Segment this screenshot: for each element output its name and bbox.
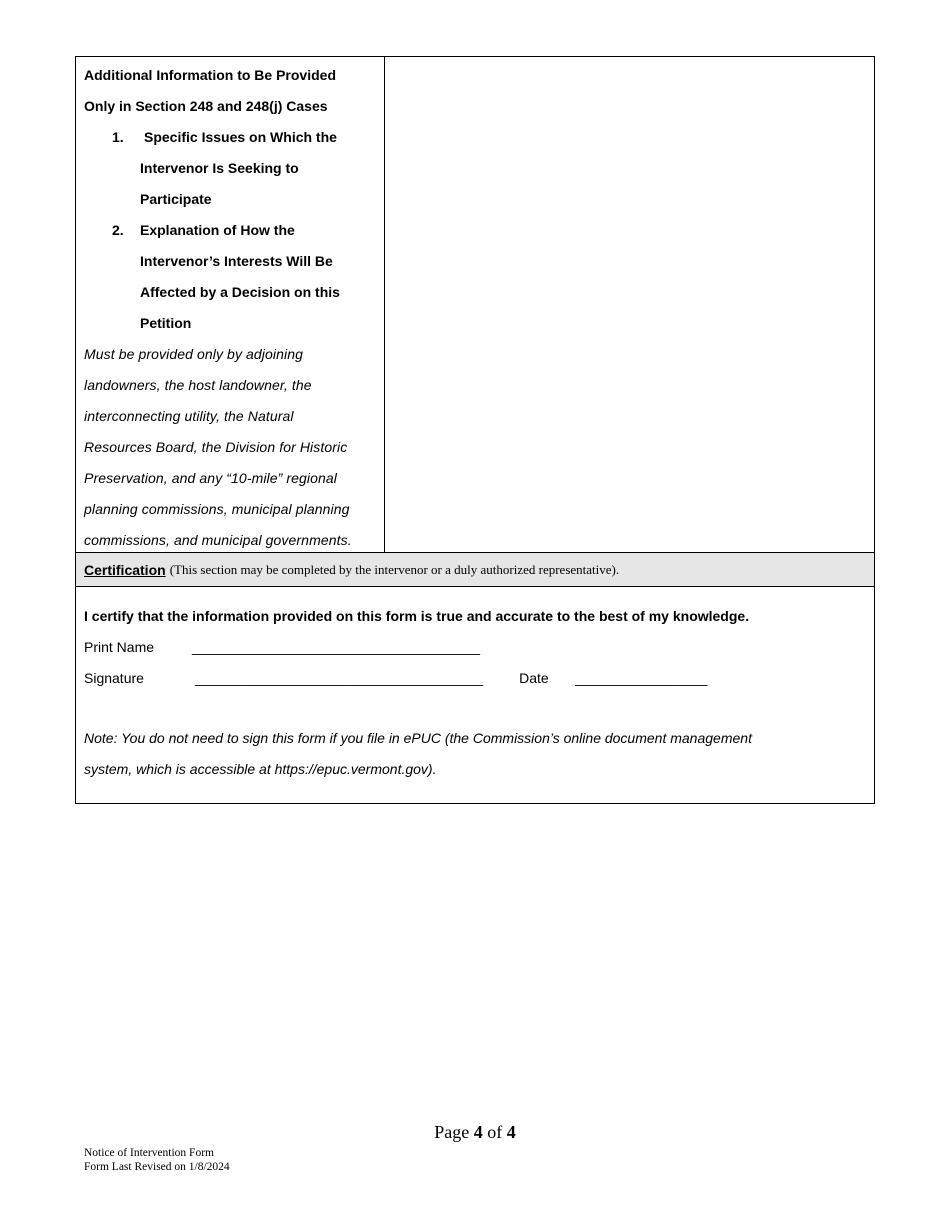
list-item xyxy=(84,215,384,339)
certification-body xyxy=(76,587,874,803)
intervention-form-table xyxy=(75,56,875,804)
form-footer xyxy=(84,1146,230,1174)
date-label: Date xyxy=(519,670,549,686)
list-item-line: Petition xyxy=(140,315,192,331)
page-current: 4 xyxy=(473,1122,483,1142)
signature-row xyxy=(84,663,866,694)
signature-note-line2: system, which is accessible at https://epuc.vermont.gov). xyxy=(84,761,437,777)
additional-info-label-cell xyxy=(76,57,385,552)
note-line: commissions, and municipal governments. xyxy=(84,532,352,548)
list-item-line: Intervenor Is Seeking to xyxy=(140,160,299,176)
additional-info-heading-line1: Additional Information to Be Provided xyxy=(84,67,336,83)
note-line: Must be provided only by adjoining xyxy=(84,346,303,362)
signature-label: Signature xyxy=(84,670,144,686)
list-item-number: 1. xyxy=(112,129,124,145)
list-item-line: Participate xyxy=(140,191,212,207)
list-item-line: Specific Issues on Which the xyxy=(144,129,337,145)
note-line: planning commissions, municipal planning xyxy=(84,501,350,517)
page-of: of xyxy=(482,1122,507,1142)
certification-title: Certification xyxy=(84,561,166,578)
print-name-field[interactable]: _____________________________________ xyxy=(192,639,481,655)
print-name-label: Print Name xyxy=(84,639,155,655)
signature-note xyxy=(84,723,866,785)
additional-info-row xyxy=(76,57,874,553)
certification-header xyxy=(76,553,874,587)
note-line: interconnecting utility, the Natural xyxy=(84,408,294,424)
note-line: landowners, the host landowner, the xyxy=(84,377,312,393)
additional-info-response-field[interactable] xyxy=(385,57,874,552)
page-prefix: Page xyxy=(434,1122,474,1142)
certification-description: (This section may be completed by the intervenor or a duly authorized representative). xyxy=(169,561,620,577)
note-line: Resources Board, the Division for Historic xyxy=(84,439,348,455)
date-field[interactable]: _________________ xyxy=(575,670,708,686)
page-number xyxy=(0,1122,950,1143)
list-item-text xyxy=(140,215,384,339)
certification-statement: I certify that the information provided on this form is true and accurate to the best of my knowledge. xyxy=(84,608,750,624)
list-item-line: Explanation of How the xyxy=(140,222,295,238)
signature-note-line1: Note: You do not need to sign this form if you file in ePUC (the Commission’s online document management xyxy=(84,730,752,746)
additional-info-heading-line2: Only in Section 248 and 248(j) Cases xyxy=(84,98,328,114)
list-item-text xyxy=(140,122,384,215)
list-item-line: Affected by a Decision on this xyxy=(140,284,340,300)
signature-field[interactable]: _____________________________________ xyxy=(195,670,484,686)
list-item-number: 2. xyxy=(112,222,124,238)
footer-form-name: Notice of Intervention Form xyxy=(84,1147,214,1159)
list-item xyxy=(84,122,384,215)
footer-revision-date: Form Last Revised on 1/8/2024 xyxy=(84,1161,230,1173)
note-line: Preservation, and any “10-mile” regional xyxy=(84,470,338,486)
page-total: 4 xyxy=(506,1122,516,1142)
print-name-row xyxy=(84,632,866,663)
additional-info-note xyxy=(84,339,384,556)
list-item-line: Intervenor’s Interests Will Be xyxy=(140,253,333,269)
